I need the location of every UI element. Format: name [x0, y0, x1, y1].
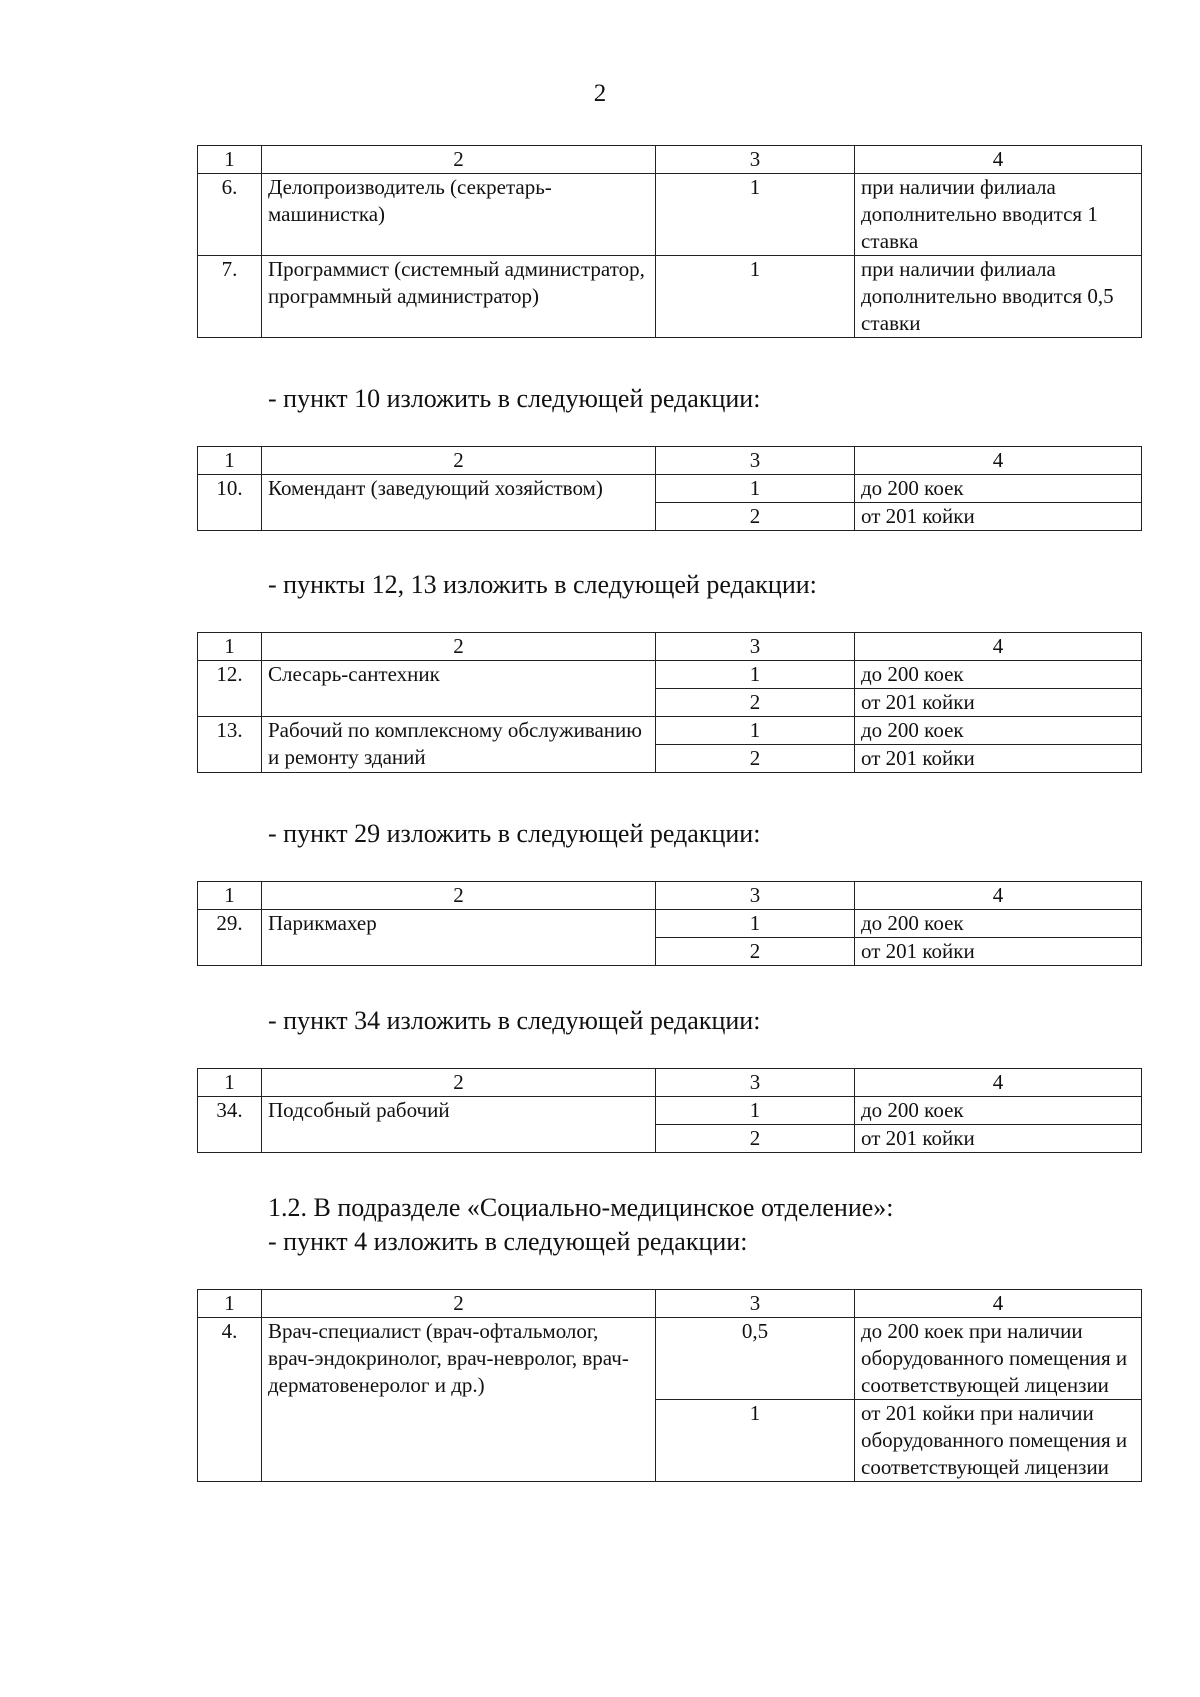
item-number-cell: 4.	[198, 1318, 262, 1482]
condition-note-cell: от 201 койки при наличии оборудованного помещения и соответствующей лицензии	[855, 1400, 1142, 1482]
header-cell: 3	[656, 1290, 855, 1318]
item-number-cell: 13.	[198, 717, 262, 773]
condition-note-cell: до 200 коек	[855, 475, 1142, 503]
table-header-row	[198, 633, 1142, 661]
staff-units-cell: 1	[656, 256, 855, 338]
position-name-cell: Слесарь-сантехник	[262, 661, 656, 717]
header-cell: 3	[656, 447, 855, 475]
table-row	[198, 174, 1142, 256]
condition-note-cell: от 201 койки	[855, 689, 1142, 717]
table-row	[198, 661, 1142, 689]
item-number-cell: 10.	[198, 475, 262, 531]
paragraph-item-29: - пункт 29 изложить в следующей редакции:	[268, 819, 761, 848]
table-row	[198, 475, 1142, 503]
table-header-row	[198, 447, 1142, 475]
staff-units-cell: 2	[656, 503, 855, 531]
header-cell: 2	[262, 882, 656, 910]
staff-table-e	[197, 1068, 1142, 1153]
staff-table-a	[197, 145, 1142, 338]
staff-table-f	[197, 1289, 1142, 1482]
paragraph-item-34: - пункт 34 изложить в следующей редакции:	[268, 1006, 761, 1035]
header-cell: 1	[198, 447, 262, 475]
item-number-cell: 34.	[198, 1097, 262, 1153]
header-cell: 1	[198, 1290, 262, 1318]
staff-units-cell: 1	[656, 910, 855, 938]
item-number-cell: 6.	[198, 174, 262, 256]
header-cell: 3	[656, 146, 855, 174]
condition-note-cell: от 201 койки	[855, 503, 1142, 531]
condition-note-cell: до 200 коек	[855, 910, 1142, 938]
header-cell: 4	[855, 882, 1142, 910]
header-cell: 4	[855, 447, 1142, 475]
table-row	[198, 256, 1142, 338]
header-cell: 1	[198, 146, 262, 174]
staff-units-cell: 0,5	[656, 1318, 855, 1400]
staff-units-cell: 1	[656, 661, 855, 689]
condition-note-cell: до 200 коек	[855, 1097, 1142, 1125]
staff-units-cell: 2	[656, 938, 855, 966]
staff-table-b	[197, 446, 1142, 531]
header-cell: 4	[855, 146, 1142, 174]
header-cell: 2	[262, 1069, 656, 1097]
table-header-row	[198, 1069, 1142, 1097]
condition-note-cell: до 200 коек при наличии оборудованного помещения и соответствующей лицензии	[855, 1318, 1142, 1400]
header-cell: 4	[855, 1069, 1142, 1097]
condition-note-cell: до 200 коек	[855, 661, 1142, 689]
condition-note-cell: при наличии филиала дополнительно вводится 0,5 ставки	[855, 256, 1142, 338]
condition-note-cell: при наличии филиала дополнительно вводится 1 ставка	[855, 174, 1142, 256]
staff-units-cell: 2	[656, 689, 855, 717]
paragraph-item-4: - пункт 4 изложить в следующей редакции:	[268, 1227, 748, 1256]
item-number-cell: 7.	[198, 256, 262, 338]
header-cell: 3	[656, 633, 855, 661]
table-header-row	[198, 1290, 1142, 1318]
table-row	[198, 717, 1142, 745]
header-cell: 3	[656, 882, 855, 910]
header-cell: 2	[262, 633, 656, 661]
position-name-cell: Подсобный рабочий	[262, 1097, 656, 1153]
staff-units-cell: 1	[656, 475, 855, 503]
header-cell: 4	[855, 1290, 1142, 1318]
position-name-cell: Врач-специалист (врач-офтальмолог, врач-эндокринолог, врач-невролог, врач-дерматовенеролог и др.)	[262, 1318, 656, 1482]
header-cell: 1	[198, 882, 262, 910]
staff-units-cell: 1	[656, 1400, 855, 1482]
table-row	[198, 910, 1142, 938]
position-name-cell: Комендант (заведующий хозяйством)	[262, 475, 656, 531]
table-header-row	[198, 882, 1142, 910]
staff-table-d	[197, 881, 1142, 966]
condition-note-cell: от 201 койки	[855, 745, 1142, 773]
header-cell: 1	[198, 1069, 262, 1097]
staff-units-cell: 2	[656, 1125, 855, 1153]
table-header-row	[198, 146, 1142, 174]
staff-units-cell: 1	[656, 1097, 855, 1125]
staff-units-cell: 1	[656, 717, 855, 745]
position-name-cell: Рабочий по комплексному обслуживанию и ремонту зданий	[262, 717, 656, 773]
header-cell: 2	[262, 447, 656, 475]
item-number-cell: 12.	[198, 661, 262, 717]
section-1-2-heading: 1.2. В подразделе «Социально-медицинское отделение»:	[268, 1193, 894, 1222]
item-number-cell: 29.	[198, 910, 262, 966]
header-cell: 1	[198, 633, 262, 661]
position-name-cell: Парикмахер	[262, 910, 656, 966]
page-number: 2	[593, 80, 607, 107]
staff-units-cell: 1	[656, 174, 855, 256]
staff-units-cell: 2	[656, 745, 855, 773]
staff-table-c	[197, 632, 1142, 773]
table-row	[198, 1318, 1142, 1400]
position-name-cell: Программист (системный администратор, программный администратор)	[262, 256, 656, 338]
paragraph-item-10: - пункт 10 изложить в следующей редакции:	[268, 384, 761, 413]
condition-note-cell: от 201 койки	[855, 938, 1142, 966]
header-cell: 2	[262, 146, 656, 174]
header-cell: 4	[855, 633, 1142, 661]
paragraph-section-1-2	[268, 1191, 894, 1259]
table-row	[198, 1097, 1142, 1125]
condition-note-cell: до 200 коек	[855, 717, 1142, 745]
header-cell: 3	[656, 1069, 855, 1097]
header-cell: 2	[262, 1290, 656, 1318]
paragraph-items-12-13: - пункты 12, 13 изложить в следующей редакции:	[268, 570, 817, 599]
condition-note-cell: от 201 койки	[855, 1125, 1142, 1153]
position-name-cell: Делопроизводитель (секретарь-машинистка)	[262, 174, 656, 256]
